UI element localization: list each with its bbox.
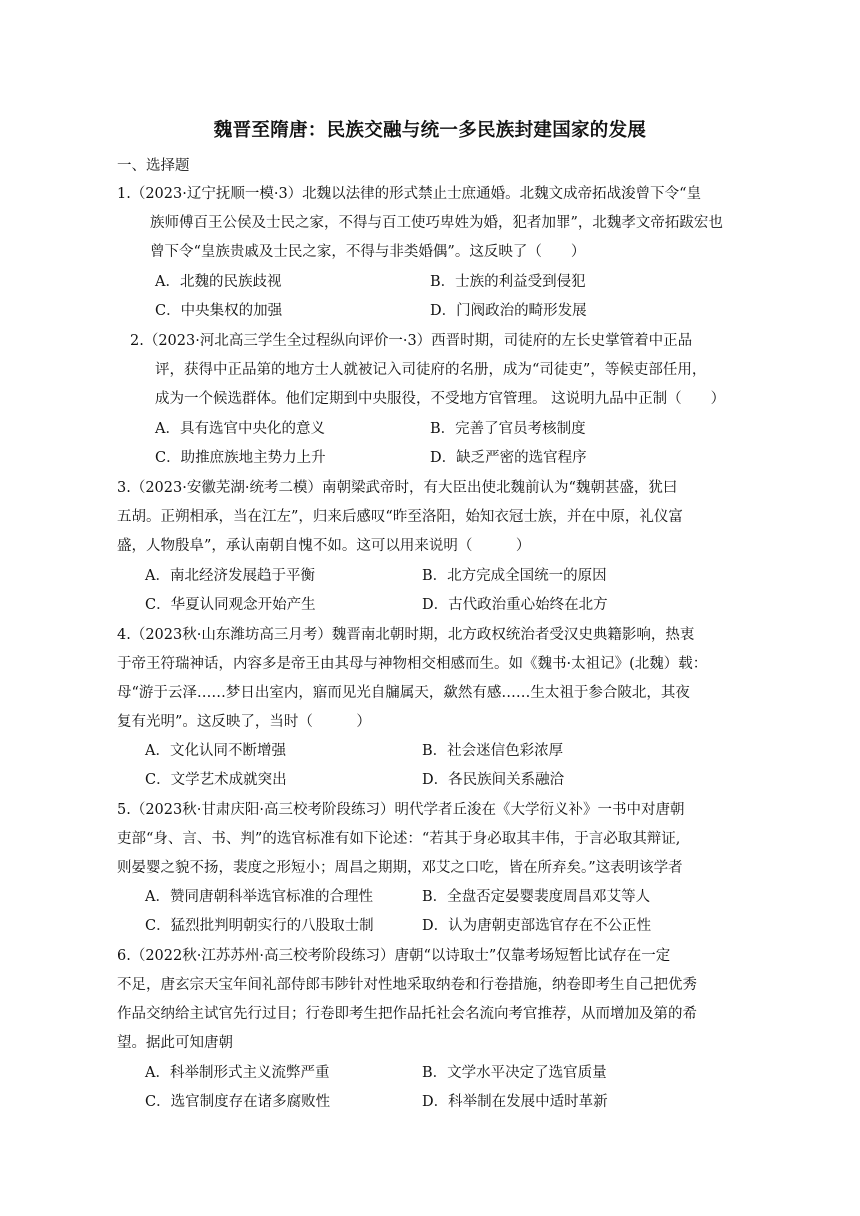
question-6-line-4: 望。据此可知唐朝 <box>117 1035 233 1051</box>
question-3-option-a[interactable]: A．南北经济发展趋于平衡 <box>145 568 315 584</box>
question-1-line-1: 1.（2023·辽宁抚顺一模·3）北魏以法律的形式禁止士庶通婚。北魏文成帝拓战浚曾下令“皇 <box>117 186 702 202</box>
question-5-option-c[interactable]: C．猛烈批判明朝实行的八股取士制 <box>145 918 374 934</box>
question-3-line-2: 五胡。正朔相承，当在江左”，归来后感叹“昨至洛阳，始知衣冠士族，并在中原，礼仪富 <box>117 509 683 525</box>
question-4-option-a[interactable]: A．文化认同不断增强 <box>145 743 286 759</box>
question-3-line-3: 盛，人物殷阜”，承认南朝自愧不如。这可以用来说明（ ） <box>117 538 531 554</box>
question-6-option-c[interactable]: C．选官制度存在诸多腐败性 <box>145 1094 331 1110</box>
question-4-line-1: 4.（2023秋·山东潍坊高三月考）魏晋南北朝时期，北方政权统治者受汉史典籍影响，热衷 <box>117 627 695 643</box>
question-6-option-a[interactable]: A．科举制形式主义流弊严重 <box>145 1065 330 1081</box>
question-6-option-d[interactable]: D．科举制在发展中适时革新 <box>422 1094 608 1110</box>
question-5-option-d[interactable]: D．认为唐朝吏部选官存在不公正性 <box>422 918 652 934</box>
question-6-option-b[interactable]: B．文学水平决定了选官质量 <box>422 1065 607 1081</box>
question-5-line-1: 5.（2023秋·甘肃庆阳·高三校考阶段练习）明代学者丘浚在《大学衍义补》一书中对唐朝 <box>117 802 685 818</box>
question-4-option-b[interactable]: B．社会迷信色彩浓厚 <box>422 743 564 759</box>
question-3-line-1: 3.（2023·安徽芜湖·统考二模）南朝梁武帝时，有大臣出使北魏前认为“魏朝甚盛，犹曰 <box>117 480 678 496</box>
question-5-option-a[interactable]: A．赞同唐朝科举选官标准的合理性 <box>145 889 373 905</box>
question-1-line-3: 曾下令“皇族贵戚及士民之家，不得与非类婚偶”。这反映了（ ） <box>150 244 586 260</box>
question-5-line-2: 吏部“身、言、书、判”的选官标准有如下论述：“若其于身必取其丰伟，于言必取其辩证, <box>117 831 681 847</box>
question-2-option-a[interactable]: A．具有选官中央化的意义 <box>155 421 325 437</box>
question-5-option-b[interactable]: B．全盘否定晏婴裴度周昌邓艾等人 <box>422 889 651 905</box>
question-2-line-2: 评，获得中正品第的地方士人就被记入司徒府的名册，成为“司徒吏”，等候吏部任用， <box>155 362 707 378</box>
question-1-option-b[interactable]: B．士族的利益受到侵犯 <box>430 274 586 290</box>
question-6-line-2: 不足，唐玄宗天宝年间礼部侍郎韦陟针对性地采取纳卷和行卷措施，纳卷即考生自己把优秀 <box>117 977 697 993</box>
question-6-line-1: 6.（2022秋·江苏苏州·高三校考阶段练习）唐朝“以诗取士”仅靠考场短暂比试存在一定 <box>117 948 671 964</box>
question-2-option-c[interactable]: C．助推庶族地主势力上升 <box>155 450 326 466</box>
page-title: 魏晋至隋唐：民族交融与统一多民族封建国家的发展 <box>213 120 647 141</box>
question-3-option-d[interactable]: D．古代政治重心始终在北方 <box>422 597 608 613</box>
question-4-option-d[interactable]: D．各民族间关系融洽 <box>422 772 565 788</box>
section-heading: 一、选择题 <box>117 158 190 174</box>
question-1-option-c[interactable]: C．中央集权的加强 <box>155 303 283 319</box>
question-4-line-2: 于帝王符瑞神话，内容多是帝王由其母与神物相交相感而生。如《魏书·太祖记》(北魏）载： <box>117 656 708 672</box>
question-4-line-4: 复有光明”。这反映了，当时（ ） <box>117 714 371 730</box>
question-5-line-3: 则晏婴之貌不扬，裴度之形短小；周昌之期期，邓艾之口吃，皆在所弃矣。”这表明该学者 <box>117 860 683 876</box>
question-4-option-c[interactable]: C．文学艺术成就突出 <box>145 772 287 788</box>
question-3-option-c[interactable]: C．华夏认同观念开始产生 <box>145 597 316 613</box>
question-2-line-3: 成为一个候选群体。他们定期到中央服役，不受地方官管理。 这说明九品中正制（ ） <box>155 391 726 407</box>
question-1-option-a[interactable]: A．北魏的民族歧视 <box>155 274 282 290</box>
question-2-option-b[interactable]: B．完善了官员考核制度 <box>430 421 586 437</box>
question-4-line-3: 母“游于云泽……梦日出室内，寤而见光自牖属天，歘然有感……生太祖于参合陂北，其夜 <box>117 685 690 701</box>
question-1-line-2: 族师傅百王公侯及士民之家，不得与百工使巧卑姓为婚，犯者加罪”，北魏孝文帝拓跋宏也 <box>150 215 723 231</box>
question-2-line-1: 2.（2023·河北高三学生全过程纵向评价一·3）西晋时期，司徒府的左长史掌管着中正品 <box>130 333 693 349</box>
question-6-line-3: 作品交纳给主试官先行过目；行卷即考生把作品托社会名流向考官推荐，从而增加及第的希 <box>117 1006 697 1022</box>
question-2-option-d[interactable]: D．缺乏严密的选官程序 <box>430 450 587 466</box>
question-3-option-b[interactable]: B．北方完成全国统一的原因 <box>422 568 607 584</box>
question-1-option-d[interactable]: D．门阀政治的畸形发展 <box>430 303 587 319</box>
